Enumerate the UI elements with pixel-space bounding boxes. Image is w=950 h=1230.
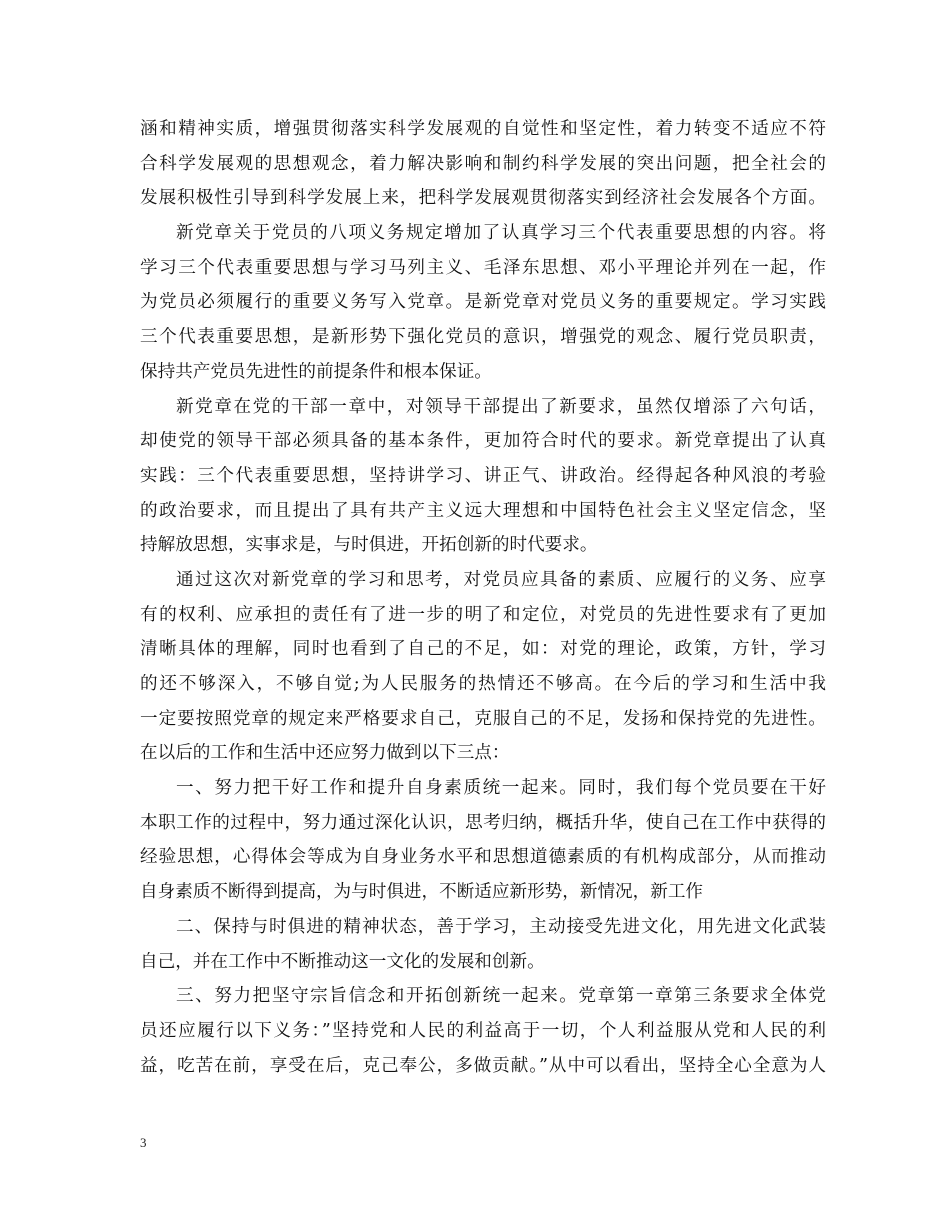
text-line: 实践：三个代表重要思想，坚持讲学习、讲正气、讲政治。经得起各种风浪的考验 [140, 465, 826, 486]
text-line: 益，吃苦在前，享受在后，克己奉公，多做贡献。”从中可以看出，坚持全心全意为人 [140, 1055, 826, 1076]
text-line: 涵和精神实质，增强贯彻落实科学发展观的自觉性和坚定性，着力转变不适应不符 [140, 119, 826, 139]
text-line: 有的权利、应承担的责任有了进一步的明了和定位，对党员的先进性要求有了更加 [140, 604, 826, 625]
text-line: 保持共产党员先进性的前提条件和根本保证。 [140, 361, 492, 382]
text-line: 经验思想，心得体会等成为自身业务水平和思想道德素质的有机构成部分，从而推动 [140, 847, 826, 868]
text-line: 一定要按照党章的规定来严格要求自己，克服自己的不足，发扬和保持党的先进性。 [140, 708, 826, 729]
text-line: 发展积极性引导到科学发展上来，把科学发展观贯彻落实到经济社会发展各个方面。 [140, 188, 826, 209]
text-line: 自己，并在工作中不断推动这一文化的发展和创新。 [140, 951, 545, 972]
text-line: 却使党的领导干部必须具备的基本条件，更加符合时代的要求。新党章提出了认真 [140, 431, 826, 452]
text-line: 三、努力把坚守宗旨信念和开拓创新统一起来。党章第一章第三条要求全体党 [176, 986, 826, 1007]
text-line: 持解放思想，实事求是，与时俱进，开拓创新的时代要求。 [140, 535, 598, 556]
text-line: 通过这次对新党章的学习和思考，对党员应具备的素质、应履行的义务、应享 [176, 569, 826, 590]
text-line: 二、保持与时俱进的精神状态，善于学习，主动接受先进文化，用先进文化武装 [176, 916, 826, 937]
text-line: 本职工作的过程中，努力通过深化认识，思考归纳，概括升华，使自己在工作中获得的 [140, 812, 826, 833]
text-line: 在以后的工作和生活中还应努力做到以下三点： [140, 743, 510, 764]
text-line: 合科学发展观的思想观念，着力解决影响和制约科学发展的突出问题，把全社会的 [140, 153, 826, 174]
text-line: 自身素质不断得到提高，为与时俱进，不断适应新形势，新情况，新工作 [140, 882, 704, 903]
text-line: 新党章关于党员的八项义务规定增加了认真学习三个代表重要思想的内容。将 [176, 223, 826, 244]
text-line: 新党章在党的干部一章中，对领导干部提出了新要求，虽然仅增添了六句话， [176, 396, 826, 417]
text-line: 为党员必须履行的重要义务写入党章。是新党章对党员义务的重要规定。学习实践 [140, 292, 826, 313]
text-line: 清晰具体的理解，同时也看到了自己的不足，如：对党的理论，政策，方针，学习 [140, 639, 826, 660]
text-line: 一、努力把干好工作和提升自身素质统一起来。同时，我们每个党员要在干好 [176, 778, 826, 799]
text-line: 的政治要求，而且提出了具有共产主义远大理想和中国特色社会主义坚定信念，坚 [140, 500, 826, 521]
text-line: 学习三个代表重要思想与学习马列主义、毛泽东思想、邓小平理论并列在一起，作 [140, 257, 826, 278]
document-body [140, 112, 826, 1083]
page-number: 3 [140, 1135, 147, 1150]
text-line: 员还应履行以下义务：”坚持党和人民的利益高于一切，个人利益服从党和人民的利 [140, 1020, 826, 1041]
text-line: 的还不够深入，不够自觉;为人民服务的热情还不够高。在今后的学习和生活中我 [140, 674, 826, 694]
text-line: 三个代表重要思想，是新形势下强化党员的意识，增强党的观念、履行党员职责， [140, 327, 826, 348]
